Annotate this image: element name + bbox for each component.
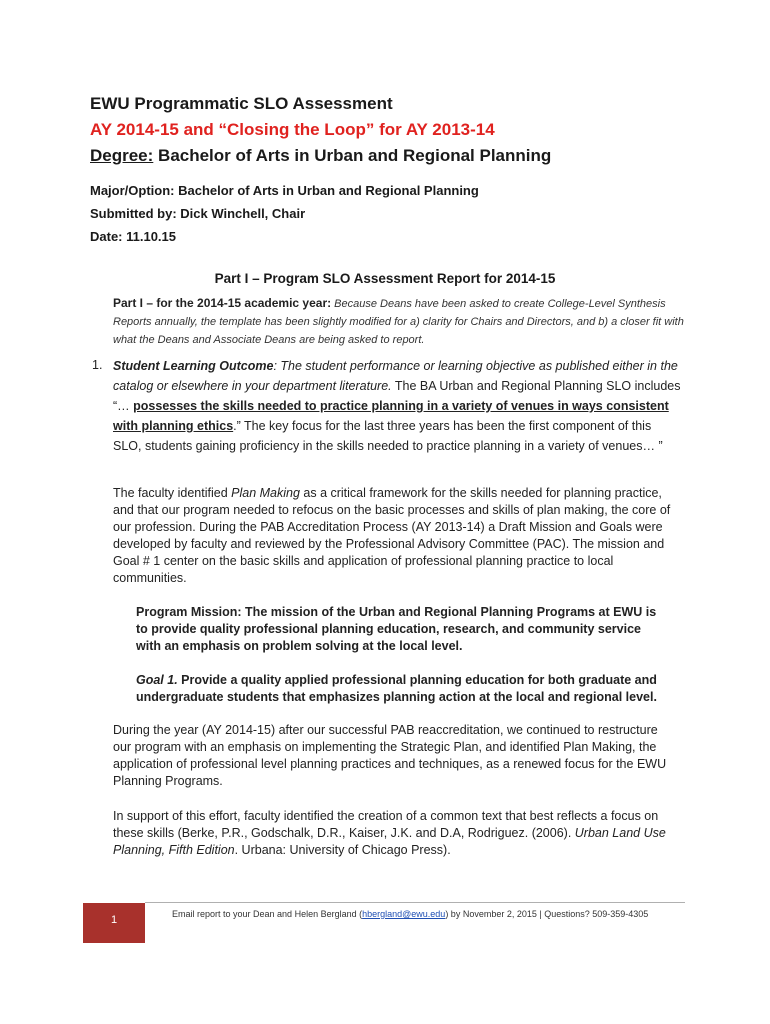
paragraph-text: . Urbana: University of Chicago Press). bbox=[234, 843, 451, 857]
slo-prompt: : The student performance or learning objective as published either in the catalog or elsewhere in your department literature. bbox=[113, 359, 678, 393]
paragraph-emphasis: Plan Making bbox=[231, 486, 300, 500]
part-title: Part I – Program SLO Assessment Report for 2014-15 bbox=[214, 271, 556, 286]
slo-text-b: .” The key focus for the last three years has been the first component of this SLO, students gaining proficiency in the skills needed to practice planning in a variety of venues… ” bbox=[113, 419, 663, 453]
slo-item bbox=[113, 356, 683, 456]
document-title: EWU Programmatic SLO Assessment bbox=[90, 94, 393, 113]
major-option: Major/Option: Bachelor of Arts in Urban and Regional Planning bbox=[90, 183, 479, 198]
email-link[interactable]: hbergland@ewu.edu bbox=[362, 909, 446, 919]
submitted-by: Submitted by: Dick Winchell, Chair bbox=[90, 206, 306, 221]
degree-value: Bachelor of Arts in Urban and Regional Planning bbox=[153, 146, 552, 165]
program-mission: Program Mission: The mission of the Urban and Regional Planning Programs at EWU is to provide quality professional planning education, research, and community service with an emphasis on problem solving at the local level. bbox=[136, 605, 657, 653]
footer-divider bbox=[145, 902, 685, 903]
book-title: Urban Land Use Planning, Fifth Edition bbox=[113, 826, 666, 857]
slo-text-a: The BA Urban and Regional Planning SLO includes “… bbox=[113, 379, 681, 413]
paragraph-reaccreditation: During the year (AY 2014-15) after our successful PAB reaccreditation, we continued to restructure our program with an emphasis on implementing the Strategic Plan, and identified Plan Making, the application of professional level planning practices and techniques, as a renewed focus for the EWU Planning Programs. bbox=[113, 723, 667, 788]
goal-one bbox=[136, 672, 666, 706]
paragraph-text: In support of this effort, faculty identified the creation of a common text that best reflects a focus on these skills (Berke, P.R., Godschalk, D.R., Kaiser, J.K. and D.A, Rodriguez. (2006). bbox=[113, 809, 659, 840]
footer-text bbox=[172, 909, 648, 919]
slo-highlight: possesses the skills needed to practice planning in a variety of venues in ways consistent with planning ethics bbox=[113, 399, 669, 433]
item-number: 1. bbox=[92, 358, 103, 372]
goal-label: Goal 1. bbox=[136, 673, 178, 687]
goal-text: Provide a quality applied professional planning education for both graduate and undergraduate students that emphasizes planning action at the local and regional level. bbox=[136, 673, 657, 704]
footer-text-b: ) by November 2, 2015 | Questions? 509-359-4305 bbox=[445, 909, 649, 919]
paragraph-common-text bbox=[113, 808, 673, 859]
part-intro-text: Because Deans have been asked to create College-Level Synthesis Reports annually, the template has been slightly modified for a) clarity for Chairs and Directors, and b) a closer fit with what the Deans and Associate Deans are being asked to report. bbox=[113, 298, 684, 346]
page-number: 1 bbox=[110, 914, 118, 926]
degree-label: Degree: bbox=[90, 146, 154, 165]
document-subtitle: AY 2014-15 and “Closing the Loop” for AY 2013-14 bbox=[90, 120, 495, 139]
paragraph-text: The faculty identified bbox=[113, 486, 232, 500]
paragraph-plan-making bbox=[113, 485, 673, 587]
part-intro-label: Part I – for the 2014-15 academic year: bbox=[113, 296, 332, 310]
paragraph-text: as a critical framework for the skills needed for planning practice, and that our program needed to refocus on the basic processes and skills of plan making, the core of our profession. During the PAB Accreditation Process (AY 2013-14) a Draft Mission and Goals were developed by faculty and reviewed by the Professional Advisory Committee (PAC). The mission and Goal # 1 center on the basic skills and application of professional planning practice to local communities. bbox=[113, 486, 671, 585]
slo-label: Student Learning Outcome bbox=[113, 359, 274, 373]
part-intro bbox=[113, 294, 693, 349]
report-date: Date: 11.10.15 bbox=[90, 229, 177, 244]
footer-text-a: Email report to your Dean and Helen Bergland ( bbox=[172, 909, 363, 919]
degree-line bbox=[90, 146, 551, 166]
